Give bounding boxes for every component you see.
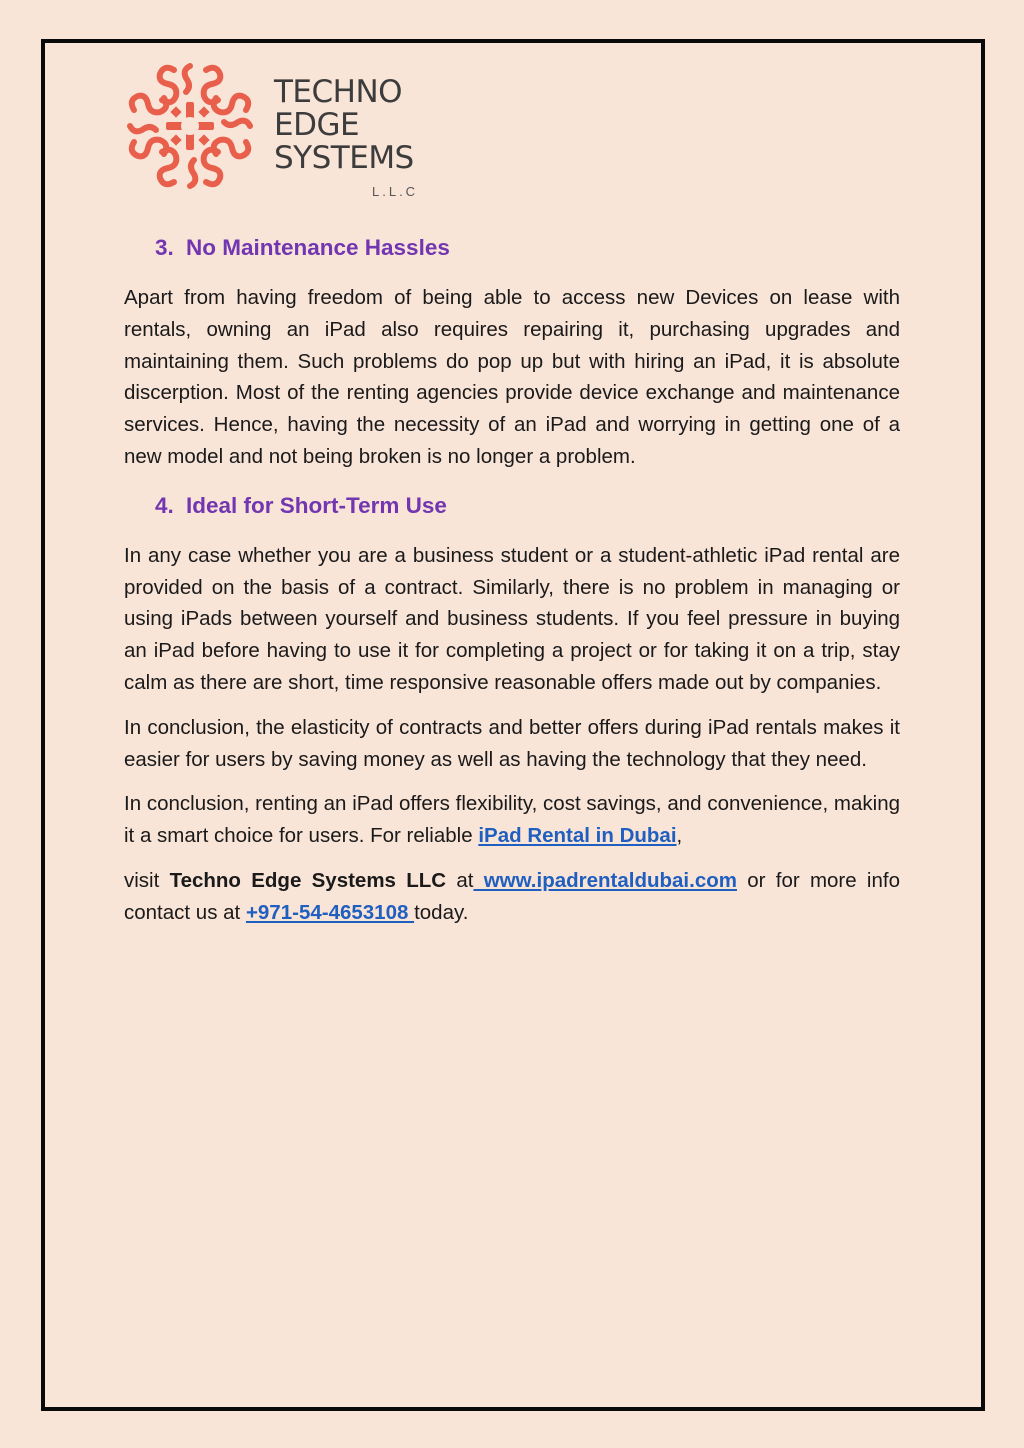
logo-mark-icon bbox=[122, 58, 258, 194]
conclusion-paragraph-1: In conclusion, the elasticity of contracts and better offers during iPad rentals makes it easier for users by saving money as well as having the technology that they need. bbox=[124, 715, 900, 771]
section-number: 4. bbox=[155, 492, 174, 518]
company-logo bbox=[122, 58, 422, 203]
section-title: No Maintenance Hassles bbox=[186, 235, 450, 260]
section-title: Ideal for Short-Term Use bbox=[186, 492, 447, 518]
contact-end: today. bbox=[414, 900, 469, 924]
conclusion-paragraph-2 bbox=[124, 788, 900, 852]
phone-link[interactable]: +971-54-4653108 bbox=[245, 900, 415, 924]
conclusion-comma: , bbox=[676, 824, 683, 848]
website-link[interactable]: www.ipadrentaldubai.com bbox=[473, 868, 737, 892]
contact-visit: visit bbox=[124, 868, 170, 892]
logo-wordmark bbox=[274, 76, 414, 175]
contact-paragraph bbox=[124, 865, 900, 929]
logo-subtitle: L.L.C bbox=[372, 184, 419, 199]
section-paragraph-3: Apart from having freedom of being able to access new Devices on lease with rentals, owning an iPad also requires repairing it, purchasing upgrades and maintaining them. Such problems do pop up but with hiring an iPad, it is absolute discerption. Most of the renting agencies provide device exchange and maintenance services. Hence, having the necessity of an iPad and worrying in getting one of a new model and not being broken is no longer a problem. bbox=[124, 286, 900, 468]
logo-line-1: TECHNO bbox=[274, 74, 403, 110]
ipad-rental-link[interactable]: iPad Rental in Dubai bbox=[478, 824, 677, 848]
logo-line-2: EDGE bbox=[274, 107, 360, 143]
contact-at: at bbox=[446, 868, 474, 892]
section-number: 3. bbox=[155, 235, 174, 260]
company-name: Techno Edge Systems LLC bbox=[169, 868, 447, 892]
document-body bbox=[124, 228, 900, 942]
section-paragraph-4: In any case whether you are a business student or a student-athletic iPad rental are provided on the basis of a contract. Similarly, there is no problem in managing or using iPads between yourself and business students. If you feel pressure in buying an iPad before having to use it for completing a project or for taking it on a trip, stay calm as there are short, time responsive reasonable offers made out by companies. bbox=[124, 543, 900, 694]
logo-line-3: SYSTEMS bbox=[274, 140, 414, 176]
contact-more: or for more info contact us at bbox=[124, 868, 900, 924]
section-heading-3 bbox=[155, 228, 900, 268]
conclusion-text: In conclusion, renting an iPad offers flexibility, cost savings, and convenience, making it a smart choice for users. For reliable bbox=[124, 792, 900, 848]
section-heading-4 bbox=[155, 486, 900, 526]
